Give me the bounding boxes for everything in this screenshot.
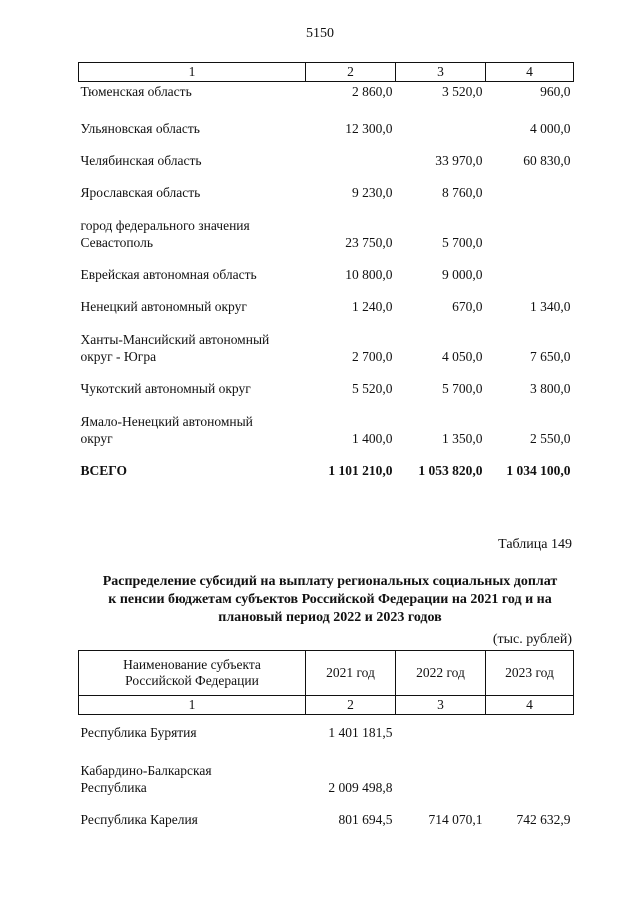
value-col4: 60 830,0: [523, 153, 571, 168]
value-col2: 10 800,0: [345, 267, 393, 282]
table-title: [70, 573, 590, 627]
total-col2: 1 101 210,0: [328, 463, 393, 478]
total-col3: 1 053 820,0: [418, 463, 483, 478]
value-col2: 1 240,0: [352, 299, 393, 314]
table-row: [79, 397, 574, 447]
value-col4: 7 650,0: [530, 349, 571, 364]
table-row: [79, 715, 574, 747]
table-row: [79, 105, 574, 137]
column-number: 1: [79, 696, 306, 715]
table-row: [79, 365, 574, 397]
value-col3: [396, 715, 486, 747]
value-col4: 2 550,0: [530, 431, 571, 446]
subsidy-table-149: [78, 650, 574, 828]
value-col2: 12 300,0: [345, 121, 393, 136]
region-name-line2: округ - Югра: [80, 349, 157, 364]
table-label: Таблица 149: [498, 537, 572, 552]
value-col4: 4 000,0: [530, 121, 571, 136]
region-name-line1: Ямало-Ненецкий автономный: [80, 414, 253, 429]
value-col2: 2 860,0: [352, 84, 393, 99]
column-number-row: [79, 696, 574, 715]
total-label: ВСЕГО: [80, 463, 128, 478]
value-col4: [486, 201, 574, 251]
units-label: (тыс. рублей): [492, 632, 572, 647]
column-number: 2: [306, 696, 396, 715]
page-number: 5150: [306, 26, 334, 41]
table-title-line1: Распределение субсидий на выплату региональных социальных доплат: [102, 574, 558, 589]
value-col2: 5 520,0: [352, 381, 393, 396]
region-name: Ярославская область: [80, 185, 201, 200]
region-name: Тюменская область: [80, 84, 192, 99]
column-number: 4: [486, 696, 574, 715]
value-col4: 960,0: [540, 84, 571, 99]
region-name-line2: Севастополь: [80, 235, 154, 250]
column-number: 3: [396, 696, 486, 715]
region-name: Еврейская автономная область: [80, 267, 257, 282]
value-col2: 23 750,0: [345, 235, 393, 250]
header-year-2021: 2021 год: [306, 651, 396, 696]
region-name-line1: Ханты-Мансийский автономный: [80, 332, 270, 347]
table-title-line3: плановый период 2022 и 2023 годов: [218, 610, 442, 625]
table-row: [79, 746, 574, 796]
column-number: 3: [396, 63, 486, 82]
table-row: [79, 283, 574, 315]
header-year-2022: 2022 год: [396, 651, 486, 696]
value-col3: 9 000,0: [442, 267, 483, 282]
value-col2: 801 694,5: [338, 812, 393, 827]
value-col4: 3 800,0: [530, 381, 571, 396]
region-name: Республика Карелия: [80, 812, 198, 827]
column-number: 4: [486, 63, 574, 82]
region-name: [79, 201, 306, 251]
table-row: [79, 315, 574, 365]
table-row: [79, 137, 574, 169]
header-region-line1: Наименование субъекта: [123, 657, 261, 672]
region-name: Ненецкий автономный округ: [80, 299, 247, 314]
value-col3: 5 700,0: [442, 381, 483, 396]
value-col3: 33 970,0: [435, 153, 483, 168]
value-col3: [396, 746, 486, 796]
value-col3: 714 070,1: [428, 812, 483, 827]
region-name-line2: Республика: [80, 780, 147, 795]
column-number-row: [79, 63, 574, 82]
value-col3: 8 760,0: [442, 185, 483, 200]
value-col4: [486, 715, 574, 747]
region-name-line1: город федерального значения: [80, 218, 250, 233]
header-region-line2: Российской Федерации: [125, 673, 259, 688]
region-name: [79, 746, 306, 796]
region-name: [79, 315, 306, 365]
region-name: Чукотский автономный округ: [80, 381, 251, 396]
value-col3: 4 050,0: [442, 349, 483, 364]
region-name: Республика Бурятия: [80, 725, 197, 740]
value-col3: 670,0: [452, 299, 483, 314]
region-name-line1: Кабардино-Балкарская: [80, 763, 212, 778]
region-name: Челябинская область: [80, 153, 202, 168]
table-row: [79, 201, 574, 251]
header-region: [79, 651, 306, 696]
value-col4: [486, 169, 574, 201]
region-name: [79, 397, 306, 447]
value-col2: 1 401 181,5: [328, 725, 393, 740]
value-col3: 1 350,0: [442, 431, 483, 446]
total-col4: 1 034 100,0: [506, 463, 571, 478]
value-col2: 2 009 498,8: [328, 780, 393, 795]
value-col4: [486, 746, 574, 796]
value-col4: [486, 251, 574, 283]
table-row: [79, 169, 574, 201]
value-col2: 9 230,0: [352, 185, 393, 200]
value-col4: 1 340,0: [530, 299, 571, 314]
value-col4: 742 632,9: [516, 812, 571, 827]
table-row: [79, 82, 574, 106]
total-row: [79, 447, 574, 479]
header-year-2023: 2023 год: [486, 651, 574, 696]
subsidy-table-continued: [78, 62, 574, 479]
region-name: Ульяновская область: [80, 121, 200, 136]
table-row: [79, 251, 574, 283]
region-name-line2: округ: [80, 431, 113, 446]
value-col2: [306, 137, 396, 169]
value-col2: 2 700,0: [352, 349, 393, 364]
column-number: 2: [306, 63, 396, 82]
value-col3: 3 520,0: [442, 84, 483, 99]
table-row: [79, 796, 574, 828]
value-col2: 1 400,0: [352, 431, 393, 446]
column-number: 1: [79, 63, 306, 82]
value-col3: 5 700,0: [442, 235, 483, 250]
value-col3: [396, 105, 486, 137]
table-title-line2: к пенсии бюджетам субъектов Российской Федерации на 2021 год и на: [108, 592, 552, 607]
column-header-row: [79, 651, 574, 696]
